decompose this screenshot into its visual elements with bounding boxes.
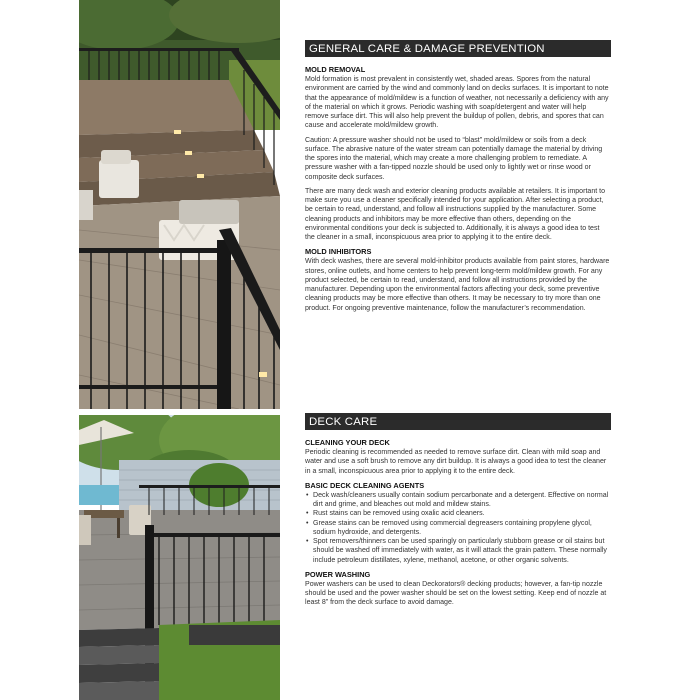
mold-removal-paragraph: Mold formation is most prevalent in consistently wet, shaded areas. Spores from the natural environment are carried by the wind and commonly land on decks surfaces. It is important to note that the appearance of mold/mildew is a function of weather, not necessarily a deficiency with any of the material on which it grows. Periodic washing with soap/detergent and water will help remove surface dirt. This will also help prevent the buildup of pollen, debris, and spores that can cause and accelerate mold/mildew growth. xyxy=(305,76,609,130)
deck-photo-top xyxy=(79,0,280,409)
cleaning-heading: CLEANING YOUR DECK xyxy=(305,438,390,447)
mold-removal-heading: MOLD REMOVAL xyxy=(305,65,366,74)
cleaning-paragraph: Periodic cleaning is recommended as needed to remove surface dirt. Clean with mild soap and water and use a soft brush to remove any dirt buildup. It is always a good idea to test the cleaner in a small, inconspicuous area prior to applying it to the entire deck. xyxy=(305,449,607,475)
list-item: • Spot removers/thinners can be used sparingly on particularly stubborn grease or oil stains but should be washed off immediately with water, as it will attack the grain pattern. These normally include petroleum distillates, xylene, methanol, acetone, or other organic solvents. xyxy=(313,537,611,565)
list-item: • Grease stains can be removed using commercial degreasers containing propylene glycol, sodium hydroxide, and detergents. xyxy=(313,519,611,538)
list-item: • Rust stains can be removed using oxalic acid cleaners. xyxy=(313,509,611,518)
general-care-banner: GENERAL CARE & DAMAGE PREVENTION xyxy=(305,40,611,57)
list-item: • Deck wash/cleaners usually contain sodium percarbonate and a detergent. Effective on normal dirt and grime, and bleaches out mold and mildew stains. xyxy=(313,491,611,510)
cleaning-agents-list xyxy=(305,491,611,565)
power-washing-paragraph: Power washers can be used to clean Deckorators® decking products; however, a fan-tip nozzle should be used and the power washer should be set on the lowest setting. Keep end of nozzle at least 8” from the deck surface to avoid damage. xyxy=(305,580,607,607)
mold-removal-caution-paragraph: Caution: A pressure washer should not be used to “blast” mold/mildew or soils from a deck surface. The abrasive nature of the water stream can potentially damage the material by driving the spores into the material, which may create a more challenging problem to remediate. A pressure washer with a fan-tipped nozzle should be used only to lightly wet or rinse wood or composite deck surfaces. xyxy=(305,136,603,181)
deck-photo-bottom xyxy=(79,415,280,700)
mold-inhibitors-heading: MOLD INHIBITORS xyxy=(305,247,372,257)
cleaning-agents-heading: BASIC DECK CLEANING AGENTS xyxy=(305,480,425,490)
general-care-section xyxy=(305,40,611,318)
deck-photo-top-image xyxy=(79,0,280,409)
mold-inhibitors-paragraph: With deck washes, there are several mold-inhibitor products available from paint stores, hardware stores, online outlets, and home centers to help prevent long-term mold/mildew growth. For any product selected, be certain to read, understand, and follow all instructions provided by the manufacturer. Depending upon the environmental factors affecting your deck, some preventive cleaning products may be more effective than others. It may be necessary to try more than one product. For ongoing preventive maintenance, follow the manufacturer’s recommendation. xyxy=(305,258,610,312)
deck-care-section xyxy=(305,413,611,613)
deck-photo-bottom-image xyxy=(79,415,280,700)
power-washing-heading: POWER WASHING xyxy=(305,569,371,579)
deck-care-banner: DECK CARE xyxy=(305,413,611,430)
mold-removal-products-paragraph: There are many deck wash and exterior cleaning products available at retailers. It is important to make sure you use a cleaner specifically intended for your application. After selecting a product, be certain to read, understand, and follow all instructions supplied by the manufacturer. Some cleaning products and inhibitors may be more effective than others, depending on the environmental conditions your deck is subjected to. Additionally, it is always a good idea to test the cleaner in a small, inconspicuous area prior to applying it to the entire deck. xyxy=(305,187,606,241)
